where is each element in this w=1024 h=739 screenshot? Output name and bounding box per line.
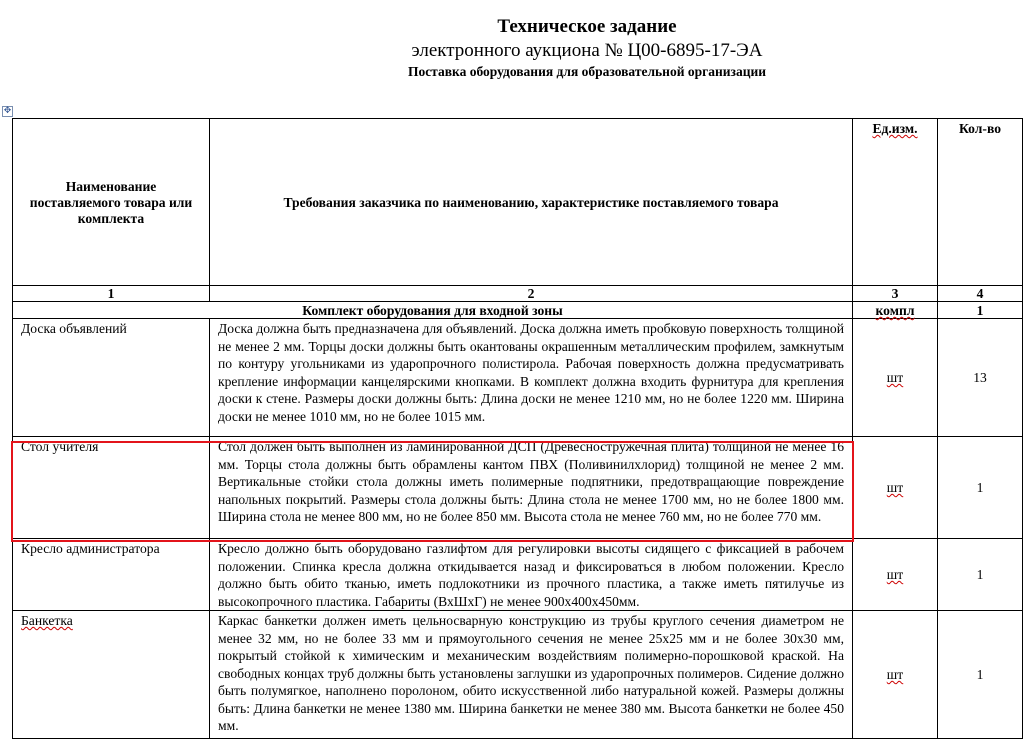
document-subtitle: электронного аукциона № Ц00-6895-17-ЭА bbox=[411, 40, 763, 61]
column-header-name: Наименование поставляемого товара или комплекта bbox=[13, 119, 210, 286]
column-header-requirements: Требования заказчика по наименованию, характеристике поставляемого товара bbox=[210, 119, 853, 286]
table-row bbox=[13, 319, 1023, 437]
item-qty: 1 bbox=[938, 611, 1023, 739]
item-requirements: Каркас банкетки должен иметь цельносварную конструкцию из трубы круглого сечения диаметром не менее 32 мм, но не более 33 мм и прямоугольного сечения не менее 25х25 мм и не более 30х30 мм, покрытый стойкой к химическим и механическим воздействиям полимерно-порошковой краской. На свободных концах труб должны быть установлены заглушки из ударопрочных полимеров. Сидение должно быть полумягкое, наполнено поролоном, обито искусственной либо натуральной кожей. Размеры должны быть: Длина банкетки не менее 1380 мм. Ширина банкетки не менее 380 мм. Высота банкетки не более 450 мм. bbox=[210, 611, 853, 739]
item-requirements: Кресло должно быть оборудовано газлифтом для регулировки высоты сидящего с фиксацией в рабочем положении. Спинка кресла должна откидывается назад и фиксироваться в любом положении. Кресло должно быть обито тканью, иметь подлокотники из прочного пластика, а также иметь пятилучье из высокопрочного пластика. Габариты (ВхШхГ) не менее 900х400х450мм. bbox=[210, 539, 853, 611]
column-number: 3 bbox=[853, 286, 938, 302]
item-qty: 1 bbox=[938, 539, 1023, 611]
document-purpose: Поставка оборудования для образовательной организации bbox=[407, 64, 767, 79]
item-name-text: Банкетка bbox=[21, 613, 73, 628]
column-number: 4 bbox=[938, 286, 1023, 302]
item-unit-text: шт bbox=[886, 567, 904, 582]
item-unit-text: шт bbox=[886, 667, 904, 682]
item-requirements: Доска должна быть предназначена для объявлений. Доска должна иметь пробковую поверхность толщиной не менее 2 мм. Торцы доски должны быть окантованы окрашенным металлическим профилем, замкнутым по контуру угольниками из ударопрочного полистирола. Рабочая поверхность должна предусматривать крепление информации канцелярскими кнопками. В комплект должна входить фурнитура для крепления доски к стене. Размеры доски должны быть: Длина доски не менее 1210 мм, но не более 1220 мм. Ширина доски не менее 1010 мм, но не более 1015 мм. bbox=[210, 319, 853, 437]
section-unit-text: компл bbox=[875, 303, 915, 318]
item-name bbox=[13, 611, 210, 739]
item-unit bbox=[853, 539, 938, 611]
document-title: Техническое задание bbox=[497, 16, 677, 37]
item-name: Доска объявлений bbox=[13, 319, 210, 437]
item-requirements: Стол должен быть выполнен из ламинированной ДСП (Древесностружечная плита) толщиной не менее 16 мм. Торцы стола должны быть обрамлены кантом ПВХ (Поливинилхлорид) толщиной не менее 2 мм. Вертикальные стойки стола должны иметь полимерные подпятники, предотвращающие повреждение напольных покрытий. Размеры стола должны быть: Длина стола не менее 1700 мм, но не более 1800 мм. Ширина стола не менее 800 мм, но не более 850 мм. Высота стола не менее 760 мм, но не более 770 мм. bbox=[210, 437, 853, 539]
section-title: Комплект оборудования для входной зоны bbox=[13, 302, 853, 319]
column-header-unit bbox=[853, 119, 938, 286]
table-header-row bbox=[13, 119, 1023, 286]
column-header-qty: Кол-во bbox=[938, 119, 1023, 286]
table-move-handle-icon[interactable]: ✥ bbox=[3, 106, 12, 116]
item-unit-text: шт bbox=[886, 370, 904, 385]
table-row bbox=[13, 539, 1023, 611]
item-name: Стол учителя bbox=[13, 437, 210, 539]
item-qty: 1 bbox=[938, 437, 1023, 539]
item-name: Кресло администратора bbox=[13, 539, 210, 611]
table-row bbox=[13, 611, 1023, 739]
column-numbers-row bbox=[13, 286, 1023, 302]
item-unit bbox=[853, 437, 938, 539]
section-unit bbox=[853, 302, 938, 319]
item-unit-text: шт bbox=[886, 480, 904, 495]
item-unit bbox=[853, 319, 938, 437]
item-unit bbox=[853, 611, 938, 739]
section-row bbox=[13, 302, 1023, 319]
column-number: 1 bbox=[13, 286, 210, 302]
section-qty: 1 bbox=[938, 302, 1023, 319]
column-header-unit-text: Ед.изм. bbox=[872, 121, 918, 136]
column-number: 2 bbox=[210, 286, 853, 302]
table-row bbox=[13, 437, 1023, 539]
item-qty: 13 bbox=[938, 319, 1023, 437]
spec-table bbox=[12, 118, 1023, 739]
